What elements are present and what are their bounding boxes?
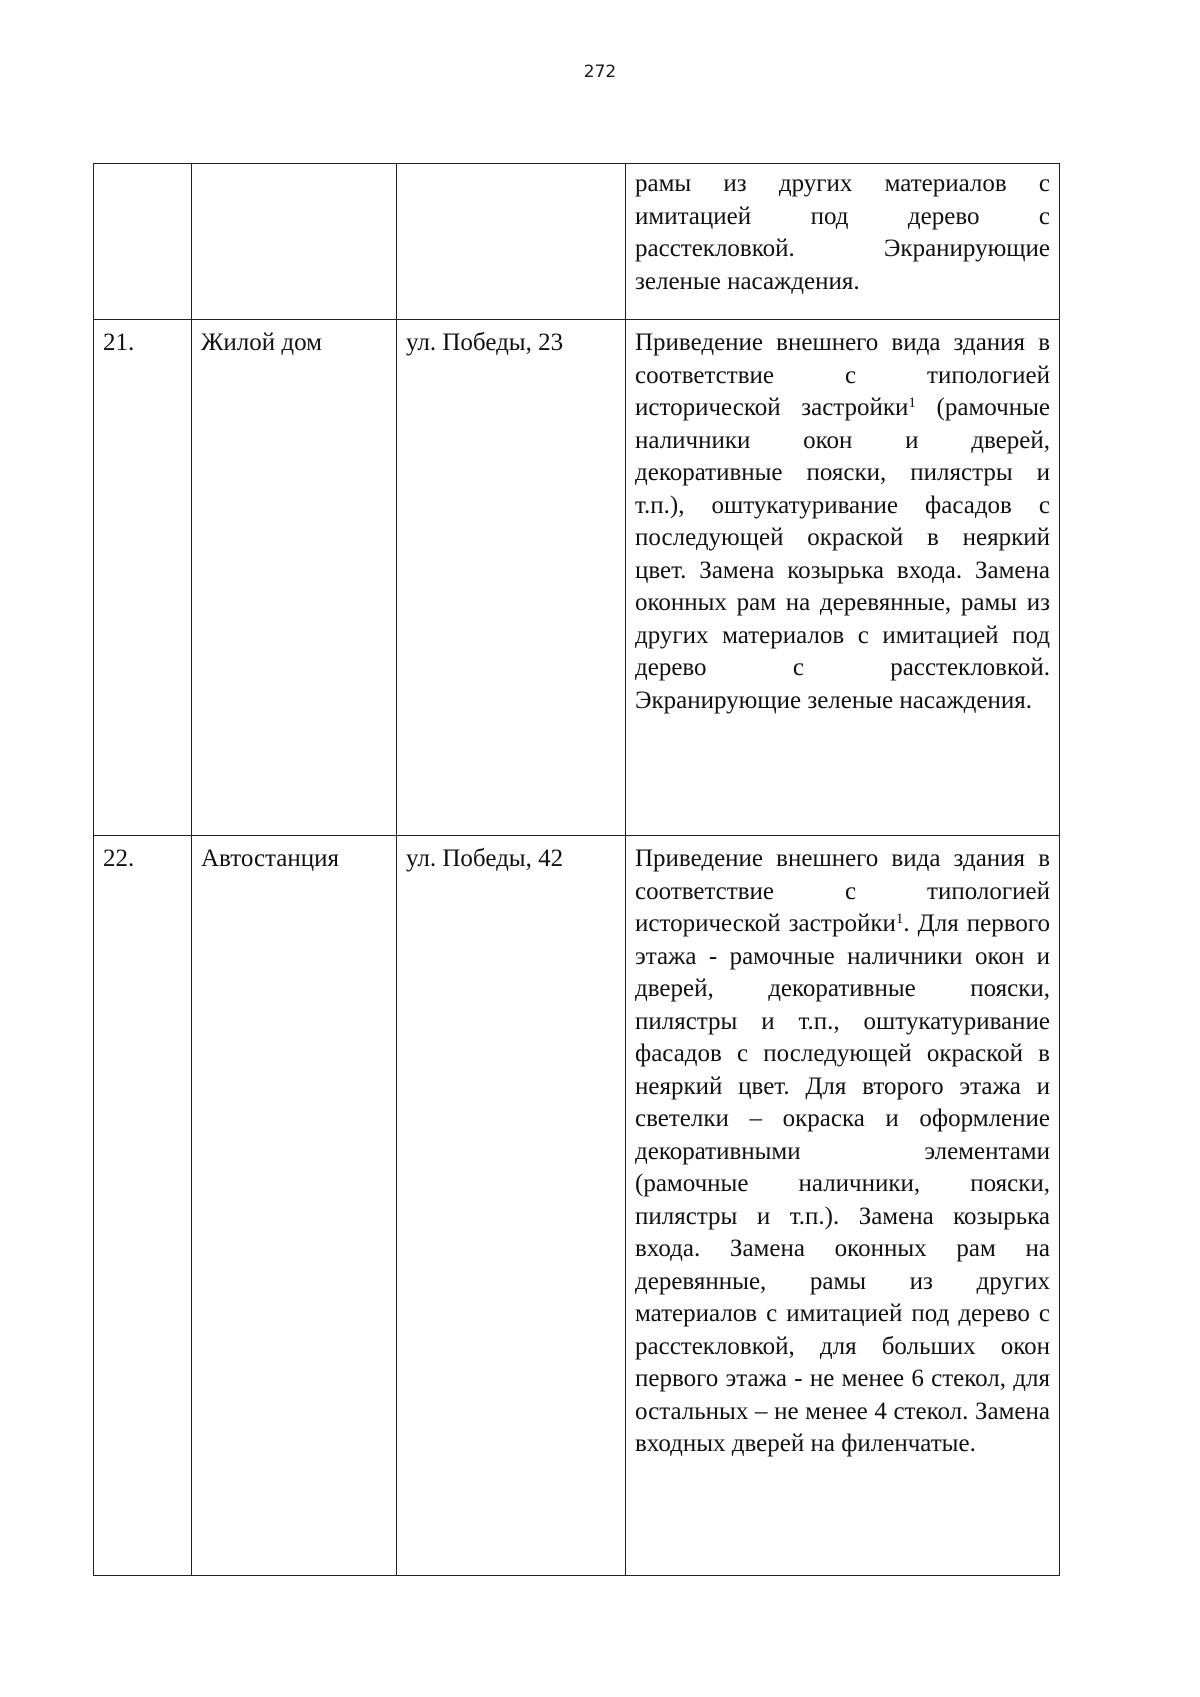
row-number-cell: 22. <box>94 836 192 1576</box>
row-number-cell: 21. <box>94 320 192 836</box>
address-cell <box>397 164 626 320</box>
description-text-continued: . Для первого этажа - рамочные наличники окон и дверей, декоративные пояски, пилястры и т.п., оштукатуривание фасадов с последующей окраской в неяркий цвет. Для второго этажа и светелки – окраска и оформление декоративными элементами (рамочные наличники, пояски, пилястры и т.п.). Замена козырька входа. Замена оконных рам на деревянные, рамы из других материалов с имитацией под дерево с расстекловкой, для больших окон первого этажа - не менее 6 стекол, для остальных – не менее 4 стекол. Замена входных дверей на филенчатые. <box>635 910 1050 1457</box>
address-cell: ул. Победы, 42 <box>397 836 626 1576</box>
table-row-continuation <box>94 164 1060 320</box>
footnote-marker: 1 <box>908 394 916 411</box>
object-name-cell: Автостанция <box>192 836 397 1576</box>
description-text-continued: (рамочные наличники окон и дверей, декоративные пояски, пилястры и т.п.), оштукатуривание фасадов с последующей окраской в неяркий цвет. Замена козырька входа. Замена оконных рам на деревянные, рамы из других материалов с имитацией под дерево с расстекловкой. Экранирующие зеленые насаждения. <box>635 394 1050 714</box>
description-cell <box>626 320 1060 836</box>
object-name-cell <box>192 164 397 320</box>
description-text: Приведение внешнего вида здания в соответствие с типологией исторической застройки <box>635 329 1050 421</box>
description-text: Приведение внешнего вида здания в соответствие с типологией исторической застройки <box>635 845 1050 937</box>
object-name-cell: Жилой дом <box>192 320 397 836</box>
address-cell: ул. Победы, 23 <box>397 320 626 836</box>
description-cell <box>626 836 1060 1576</box>
table-row <box>94 320 1060 836</box>
table-row <box>94 836 1060 1576</box>
description-cell: рамы из других материалов с имитацией под дерево с расстекловкой. Экранирующие зеленые насаждения. <box>626 164 1060 320</box>
footnote-marker: 1 <box>895 910 904 927</box>
scan-artifact <box>1156 1684 1196 1696</box>
page-number: 272 <box>583 62 617 82</box>
objects-table <box>93 163 1060 1576</box>
row-number-cell <box>94 164 192 320</box>
